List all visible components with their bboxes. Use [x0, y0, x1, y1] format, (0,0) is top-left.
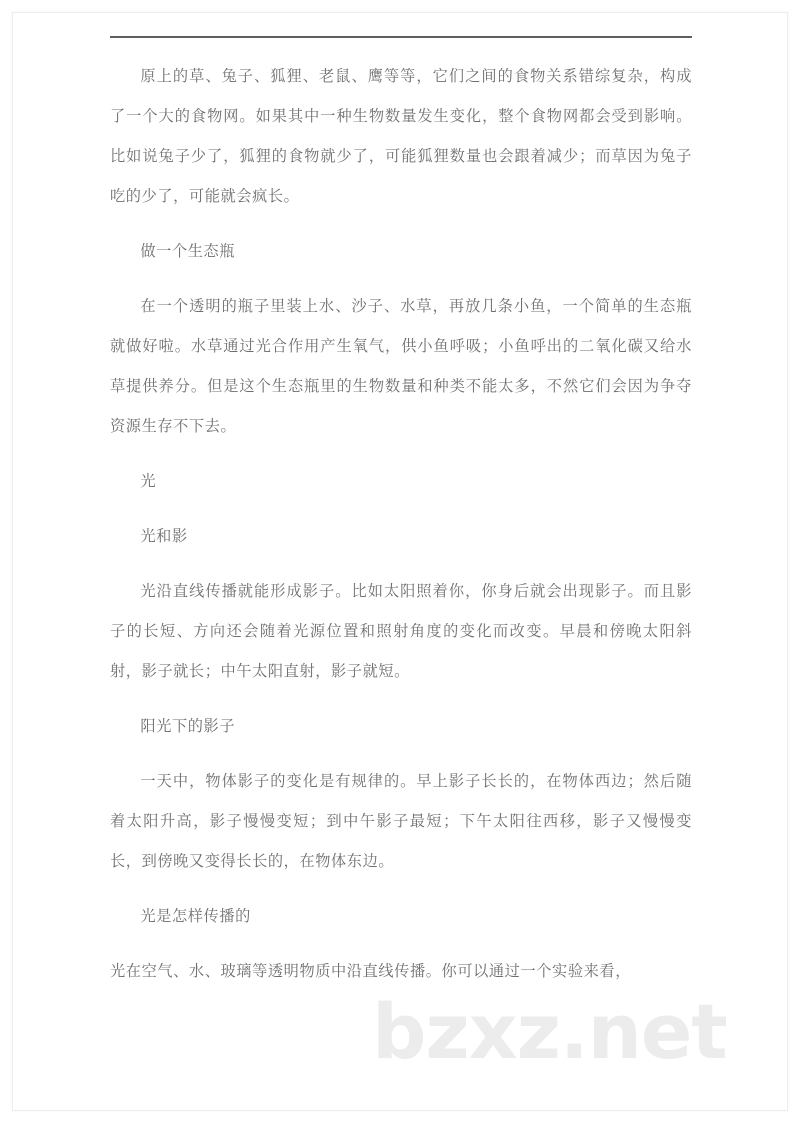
- section-heading: 光和影: [140, 527, 188, 545]
- section-heading: 做一个生态瓶: [140, 242, 236, 260]
- body-paragraph: 原上的草、兔子、狐狸、老鼠、鹰等等，它们之间的食物关系错综复杂，构成了一个大的食物网。如果其中一种生物数量发生变化，整个食物网都会受到影响。比如说兔子少了，狐狸的食物就少了，可能狐狸数量也会跟着减少；而草因为兔子吃的少了，可能就会疯长。: [110, 67, 692, 205]
- section-heading: 阳光下的影子: [140, 717, 236, 735]
- body-paragraph: 光在空气、水、玻璃等透明物质中沿直线传播。你可以通过一个实验来看，: [110, 962, 631, 980]
- section-heading: 光是怎样传播的: [140, 907, 251, 925]
- body-paragraph: 光沿直线传播就能形成影子。比如太阳照着你，你身后就会出现影子。而且影子的长短、方向还会随着光源位置和照射角度的变化而改变。早晨和傍晚太阳斜射，影子就长；中午太阳直射，影子就短。: [110, 582, 692, 680]
- header-divider-rule: [110, 36, 692, 38]
- document-content: [110, 36, 692, 1006]
- site-watermark: bzxz.net: [372, 987, 727, 1076]
- body-paragraph: 在一个透明的瓶子里装上水、沙子、水草，再放几条小鱼，一个简单的生态瓶就做好啦。水草通过光合作用产生氧气，供小鱼呼吸；小鱼呼出的二氧化碳又给水草提供养分。但是这个生态瓶里的生物数量和种类不能太多，不然它们会因为争夺资源生存不下去。: [110, 297, 692, 435]
- body-paragraph: 一天中，物体影子的变化是有规律的。早上影子长长的，在物体西边；然后随着太阳升高，影子慢慢变短；到中午影子最短；下午太阳往西移，影子又慢慢变长，到傍晚又变得长长的，在物体东边。: [110, 772, 692, 870]
- section-heading: 光: [140, 472, 157, 490]
- document-text-body: [110, 56, 692, 991]
